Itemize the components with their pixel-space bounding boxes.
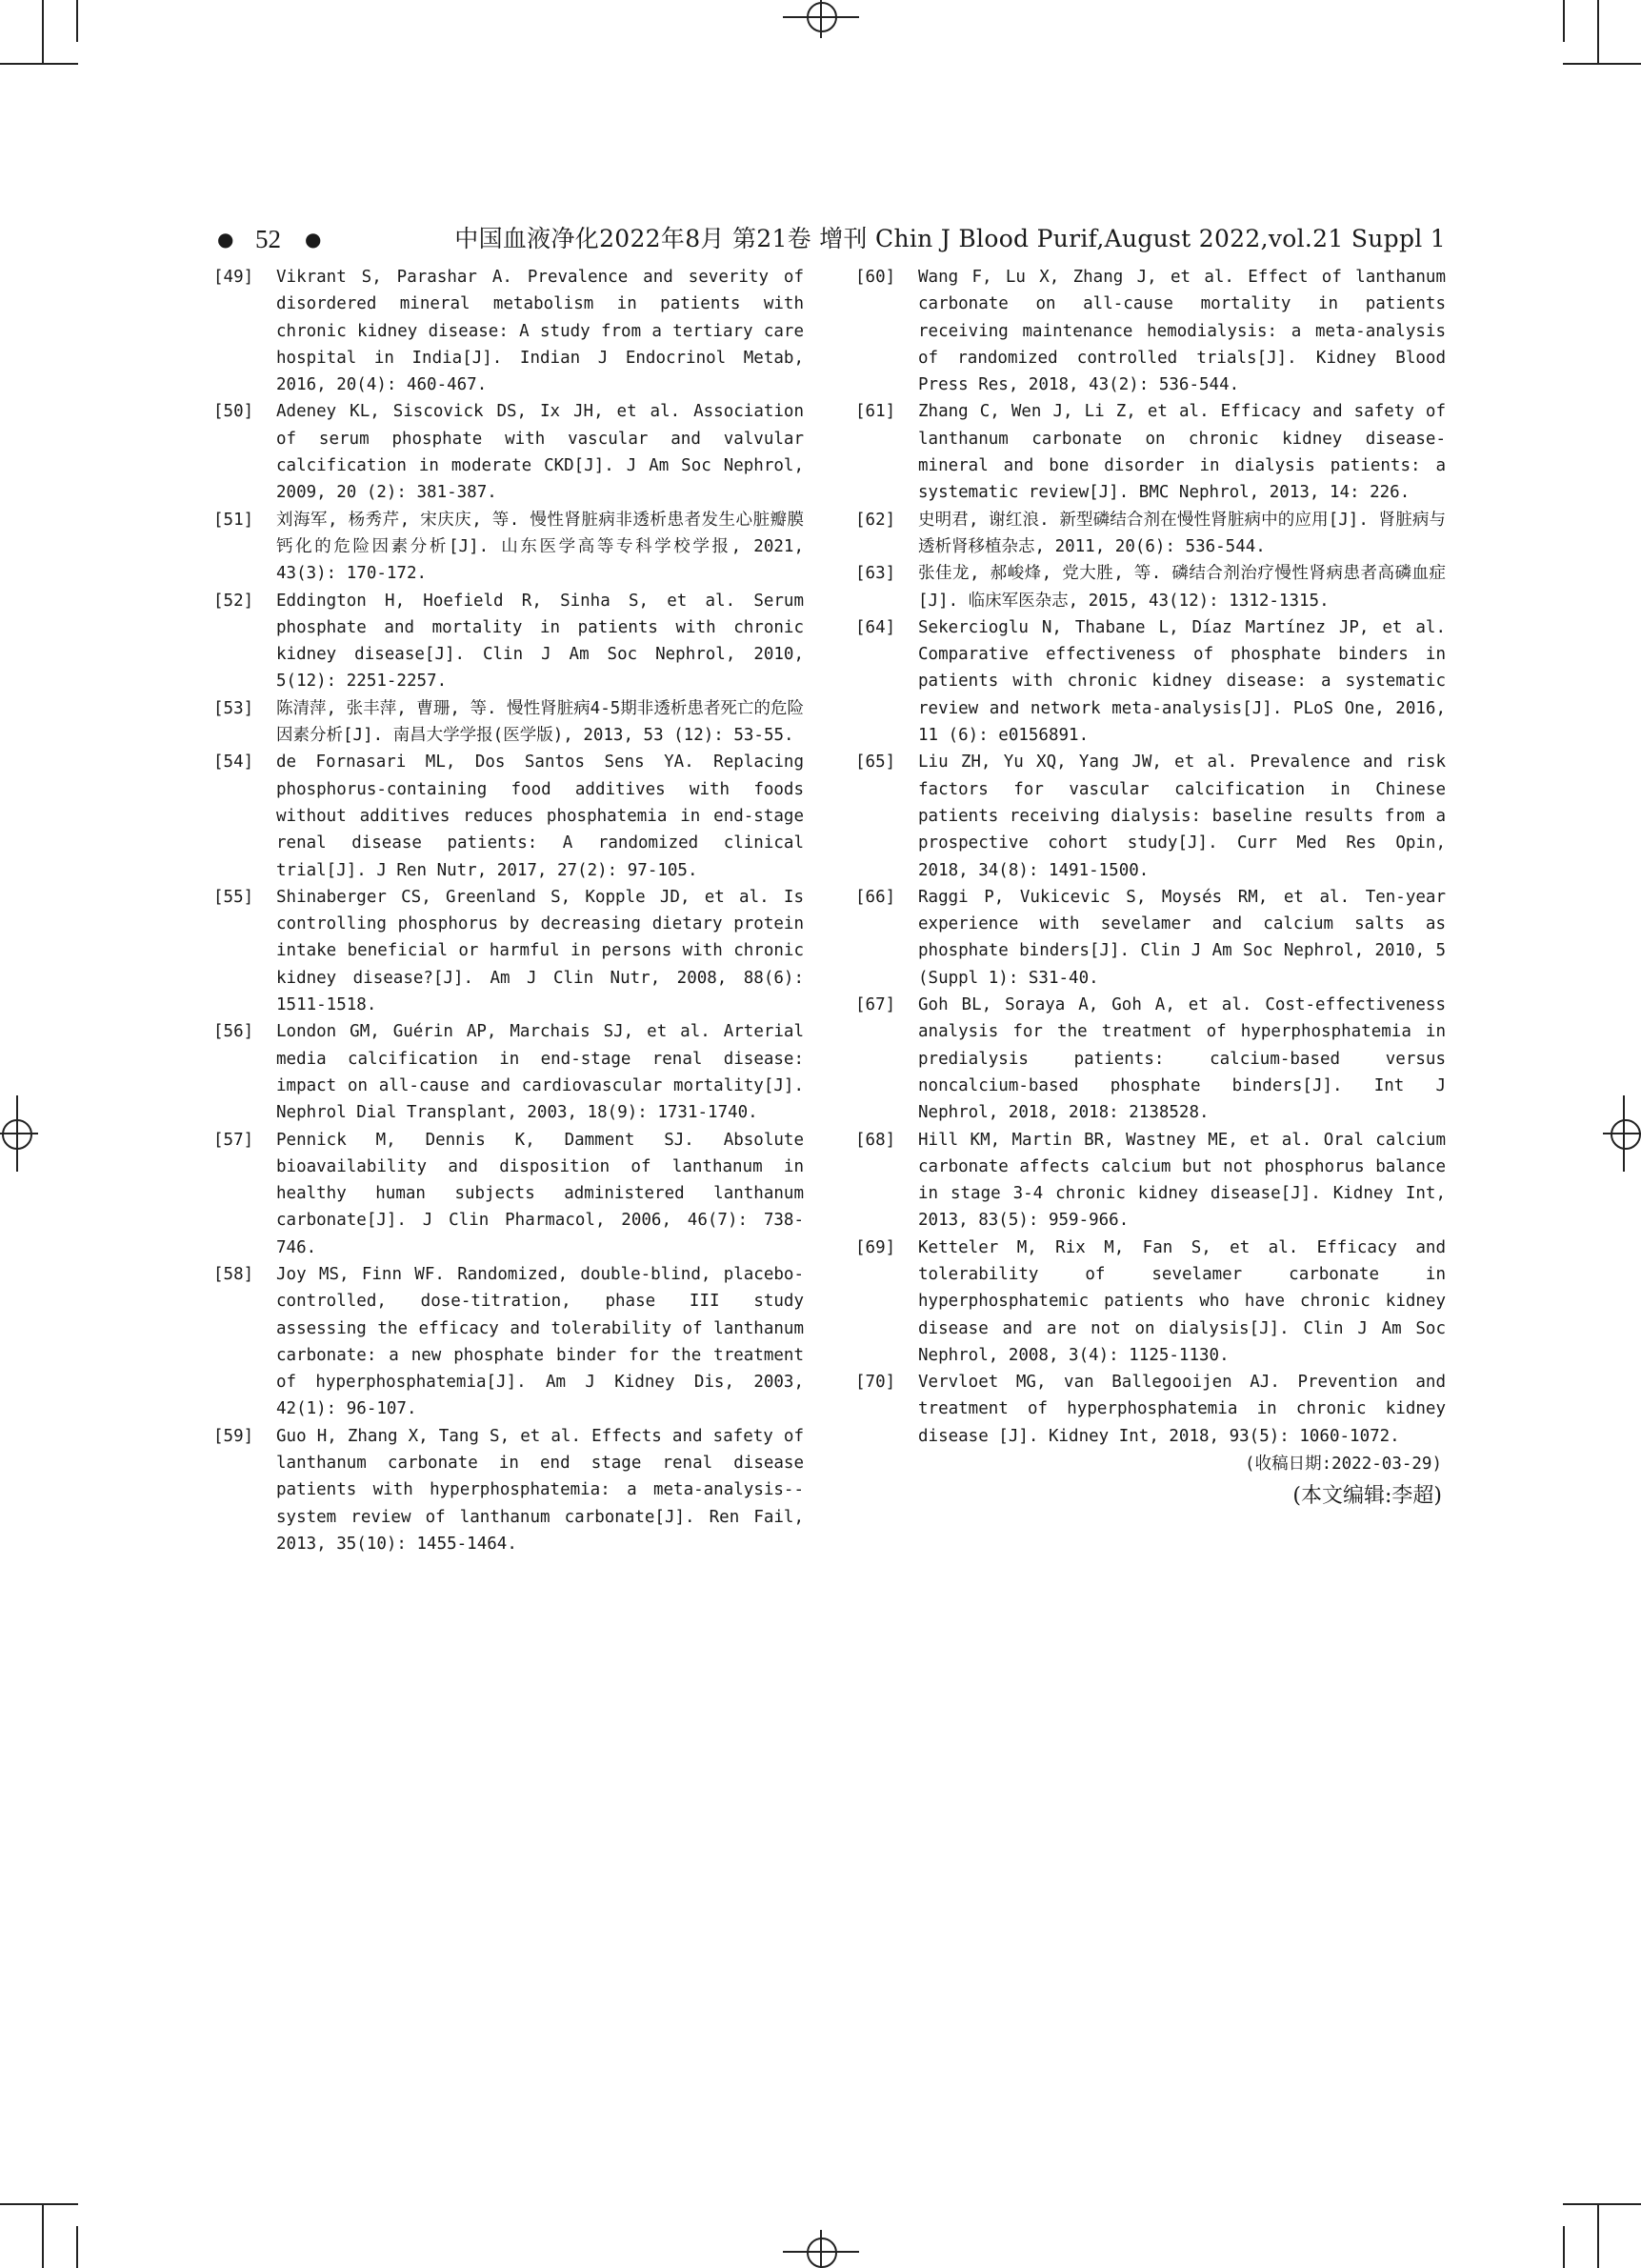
references-left-column	[213, 264, 804, 1557]
reference-item	[855, 560, 1446, 614]
reference-number: [58]	[213, 1264, 254, 1284]
reference-number: [56]	[213, 1022, 254, 1042]
reference-item	[213, 1423, 804, 1557]
reference-text: Joy MS, Finn WF. Randomized, double-blind, placebo-controlled, dose-titration, phase III study assessing the efficacy and tolerability of lanthanum carbonate: a new phosphate binder for the treatment of hyperphosphatemia[J]. Am J Kidney Dis, 2003, 42(1): 96-107.	[276, 1264, 804, 1419]
reference-text: Sekercioglu N, Thabane L, Díaz Martínez JP, et al. Comparative effectiveness of phosphate binders in patients with chronic kidney disease: a systematic review and network meta-analysis[J]. PLoS One, 2016, 11 (6): e0156891.	[918, 617, 1446, 746]
reference-item	[213, 264, 804, 398]
reference-item	[855, 507, 1446, 561]
reference-number: [59]	[213, 1426, 254, 1446]
reference-item	[213, 1018, 804, 1126]
reference-number: [63]	[855, 564, 896, 584]
reference-item	[213, 588, 804, 695]
bullet-icon: ●	[217, 228, 234, 251]
reference-item	[855, 992, 1446, 1126]
page-number: 52	[255, 225, 281, 253]
reference-item	[213, 695, 804, 750]
reference-item	[855, 1369, 1446, 1450]
reference-number: [52]	[213, 591, 254, 611]
reference-number: [64]	[855, 617, 896, 637]
reference-item	[855, 1127, 1446, 1234]
reference-number: [68]	[855, 1130, 896, 1150]
reference-number: [67]	[855, 995, 896, 1015]
running-header	[217, 223, 1446, 255]
reference-text: Adeney KL, Siscovick DS, Ix JH, et al. Association of serum phosphate with vascular and valvular calcification in moderate CKD[J]. J Am Soc Nephrol, 2009, 20 (2): 381-387.	[276, 402, 804, 503]
reference-text: Guo H, Zhang X, Tang S, et al. Effects and safety of lanthanum carbonate in end stage renal disease patients with hyperphosphatemia: a meta-analysis--system review of lanthanum carbonate[J]. Ren Fail, 2013, 35(10): 1455-1464.	[276, 1426, 804, 1554]
reference-text: Wang F, Lu X, Zhang J, et al. Effect of lanthanum carbonate on all-cause mortality in patients receiving maintenance hemodialysis: a meta-analysis of randomized controlled trials[J]. Kidney Blood Press Res, 2018, 43(2): 536-544.	[918, 268, 1446, 395]
reference-text: Liu ZH, Yu XQ, Yang JW, et al. Prevalence and risk factors for vascular calcification in Chinese patients receiving dialysis: baseline results from a prospective cohort study[J]. Curr Med Res Opin, 2018, 34(8): 1491-1500.	[918, 753, 1446, 880]
registration-mark-right	[1603, 1095, 1641, 1172]
reference-number: [51]	[213, 510, 254, 530]
reference-number: [66]	[855, 887, 896, 907]
reference-number: [65]	[855, 753, 896, 773]
reference-item	[855, 749, 1446, 883]
reference-item	[855, 614, 1446, 749]
reference-text: Hill KM, Martin BR, Wastney ME, et al. Oral calcium carbonate affects calcium but not phosphorus balance in stage 3-4 chronic kidney disease[J]. Kidney Int, 2013, 83(5): 959-966.	[918, 1130, 1446, 1231]
journal-title: 中国血液净化2022年8月 第21卷 增刊 Chin J Blood Purif,August 2022,vol.21 Suppl 1	[454, 225, 1446, 252]
reference-number: [50]	[213, 402, 254, 422]
reference-item	[855, 398, 1446, 506]
reference-text: de Fornasari ML, Dos Santos Sens YA. Replacing phosphorus-containing food additives with foods without additives reduces phosphatemia in end-stage renal disease patients: A randomized clinical trial[J]. J Ren Nutr, 2017, 27(2): 97-105.	[276, 753, 804, 880]
reference-number: [60]	[855, 268, 896, 287]
reference-number: [70]	[855, 1373, 896, 1393]
reference-text: Shinaberger CS, Greenland S, Kopple JD, et al. Is controlling phosphorus by decreasing dietary protein intake beneficial or harmful in persons with chronic kidney disease?[J]. Am J Clin Nutr, 2008, 88(6): 1511-1518.	[276, 887, 804, 1015]
reference-item	[213, 507, 804, 588]
reference-number: [54]	[213, 753, 254, 773]
reference-number: [61]	[855, 402, 896, 422]
reference-item	[213, 1261, 804, 1423]
reference-text: Eddington H, Hoefield R, Sinha S, et al. Serum phosphate and mortality in patients with chronic kidney disease[J]. Clin J Am Soc Nephrol, 2010, 5(12): 2251-2257.	[276, 591, 804, 692]
reference-number: [57]	[213, 1130, 254, 1150]
registration-mark-top	[783, 0, 859, 38]
reference-item	[213, 884, 804, 1018]
reference-text: 陈清萍, 张丰萍, 曹珊, 等. 慢性肾脏病4-5期非透析患者死亡的危险因素分析[J]. 南昌大学学报(医学版), 2013, 53 (12): 53-55.	[276, 698, 804, 746]
received-date: (收稿日期:2022-03-29)	[1245, 1455, 1442, 1475]
registration-mark-left	[0, 1095, 38, 1172]
reference-number: [55]	[213, 887, 254, 907]
references-right-column	[855, 264, 1446, 1515]
reference-text: Zhang C, Wen J, Li Z, et al. Efficacy and safety of lanthanum carbonate on chronic kidney disease-mineral and bone disorder in dialysis patients: a systematic review[J]. BMC Nephrol, 2013, 14: 226.	[918, 402, 1446, 503]
bullet-icon: ●	[305, 228, 322, 251]
reference-item	[213, 749, 804, 883]
reference-text: Goh BL, Soraya A, Goh A, et al. Cost-effectiveness analysis for the treatment of hyperphosphatemia in predialysis patients: calcium-based versus noncalcium-based phosphate binders[J]. Int J Nephrol, 2018, 2018: 2138528.	[918, 995, 1446, 1123]
reference-text: Vikrant S, Parashar A. Prevalence and severity of disordered mineral metabolism in patients with chronic kidney disease: A study from a tertiary care hospital in India[J]. Indian J Endocrinol Metab, 2016, 20(4): 460-467.	[276, 268, 804, 395]
reference-item	[213, 398, 804, 506]
reference-number: [49]	[213, 268, 254, 287]
editor-credit: (本文编辑:李超)	[1292, 1484, 1442, 1509]
reference-text: Raggi P, Vukicevic S, Moysés RM, et al. Ten-year experience with sevelamer and calcium salts as phosphate binders[J]. Clin J Am Soc Nephrol, 2010, 5 (Suppl 1): S31-40.	[918, 887, 1446, 988]
reference-text: 刘海军, 杨秀芹, 宋庆庆, 等. 慢性肾脏病非透析患者发生心脏瓣膜钙化的危险因素分析[J]. 山东医学高等专科学校学报, 2021, 43(3): 170-172.	[276, 510, 804, 584]
reference-item	[855, 884, 1446, 992]
registration-mark-bottom	[783, 2230, 859, 2268]
reference-number: [53]	[213, 698, 254, 718]
reference-item	[213, 1127, 804, 1261]
reference-number: [69]	[855, 1237, 896, 1257]
reference-number: [62]	[855, 510, 896, 530]
reference-text: Ketteler M, Rix M, Fan S, et al. Efficacy and tolerability of sevelamer carbonate in hyperphosphatemic patients who have chronic kidney disease and are not on dialysis[J]. Clin J Am Soc Nephrol, 2008, 3(4): 1125-1130.	[918, 1237, 1446, 1365]
reference-text: Pennick M, Dennis K, Damment SJ. Absolute bioavailability and disposition of lanthanum in healthy human subjects administered lanthanum carbonate[J]. J Clin Pharmacol, 2006, 46(7): 738-746.	[276, 1130, 804, 1257]
reference-item	[855, 264, 1446, 398]
reference-text: London GM, Guérin AP, Marchais SJ, et al. Arterial media calcification in end-stage renal disease: impact on all-cause and cardiovascular mortality[J]. Nephrol Dial Transplant, 2003, 18(9): 1731-1740.	[276, 1022, 804, 1123]
reference-text: 张佳龙, 郝峻烽, 党大胜, 等. 磷结合剂治疗慢性肾病患者高磷血症[J]. 临床军医杂志, 2015, 43(12): 1312-1315.	[918, 564, 1446, 611]
reference-text: Vervloet MG, van Ballegooijen AJ. Prevention and treatment of hyperphosphatemia in chronic kidney disease [J]. Kidney Int, 2018, 93(5): 1060-1072.	[918, 1373, 1446, 1446]
reference-item	[855, 1234, 1446, 1369]
reference-text: 史明君, 谢红浪. 新型磷结合剂在慢性肾脏病中的应用[J]. 肾脏病与透析肾移植杂志, 2011, 20(6): 536-544.	[918, 510, 1446, 556]
